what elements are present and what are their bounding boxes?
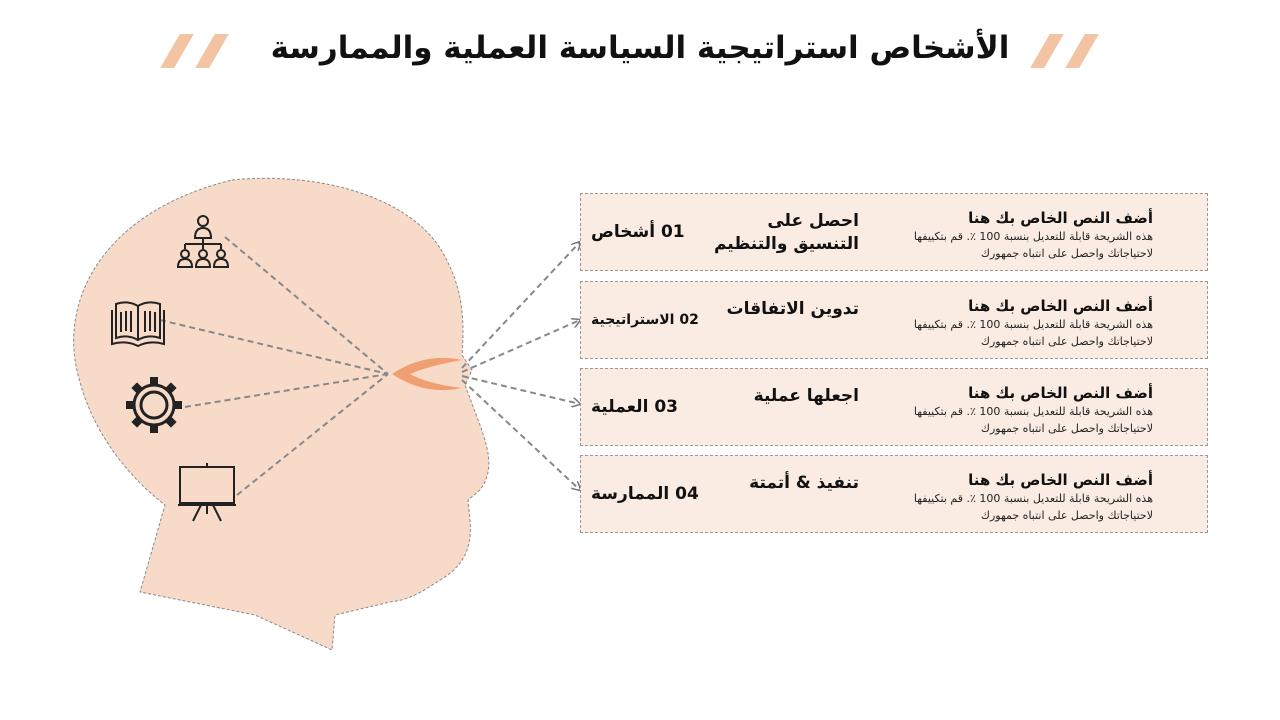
arrow-line-3 (462, 376, 580, 404)
row-heading: أضف النص الخاص بك هنا (968, 297, 1153, 315)
arrow-line-1 (462, 242, 580, 368)
page-title: الأشخاص استراتيجية السياسة العملية والممارسة (270, 30, 1010, 66)
row-description-line: لاحتياجاتك واحصل على انتباه جمهورك (980, 335, 1153, 348)
book-icon (108, 292, 168, 352)
row-heading: أضف النص الخاص بك هنا (968, 471, 1153, 489)
row-description-line: هذه الشريحة قابلة للتعديل بنسبة 100 ٪. قم بتكييفها (913, 405, 1153, 418)
row-step: تنفيذ & أتمتة (749, 473, 859, 493)
row-text-block (891, 208, 1153, 262)
row-number: 02 الاستراتيجية (591, 312, 699, 328)
row-description-line: هذه الشريحة قابلة للتعديل بنسبة 100 ٪. قم بتكييفها (913, 492, 1153, 505)
row-description-line: لاحتياجاتك واحصل على انتباه جمهورك (980, 247, 1153, 260)
row-number: 03 العملية (591, 397, 678, 417)
row-description-line: هذه الشريحة قابلة للتعديل بنسبة 100 ٪. قم بتكييفها (913, 230, 1153, 243)
list-item (580, 281, 1208, 359)
gear-icon (124, 375, 184, 435)
row-number: 01 أشخاص (591, 222, 685, 242)
row-text-block (891, 383, 1153, 437)
row-description-line: هذه الشريحة قابلة للتعديل بنسبة 100 ٪. قم بتكييفها (913, 318, 1153, 331)
arrow-line-2 (462, 320, 580, 372)
row-heading: أضف النص الخاص بك هنا (968, 209, 1153, 227)
presentation-board-icon (177, 462, 237, 522)
list-item (580, 455, 1208, 533)
org-chart-icon (173, 212, 233, 272)
row-text-block (891, 296, 1153, 350)
row-description-line: لاحتياجاتك واحصل على انتباه جمهورك (980, 509, 1153, 522)
row-number: 04 الممارسة (591, 484, 699, 504)
list-item (580, 193, 1208, 271)
row-text-block (891, 470, 1153, 524)
row-description-line: لاحتياجاتك واحصل على انتباه جمهورك (980, 422, 1153, 435)
row-step: تدوين الاتفاقات (726, 299, 859, 319)
list-item (580, 368, 1208, 446)
row-step: احصل على التنسيق والتنظيم (713, 211, 859, 254)
row-heading: أضف النص الخاص بك هنا (968, 384, 1153, 402)
row-step: اجعلها عملية (753, 386, 859, 406)
